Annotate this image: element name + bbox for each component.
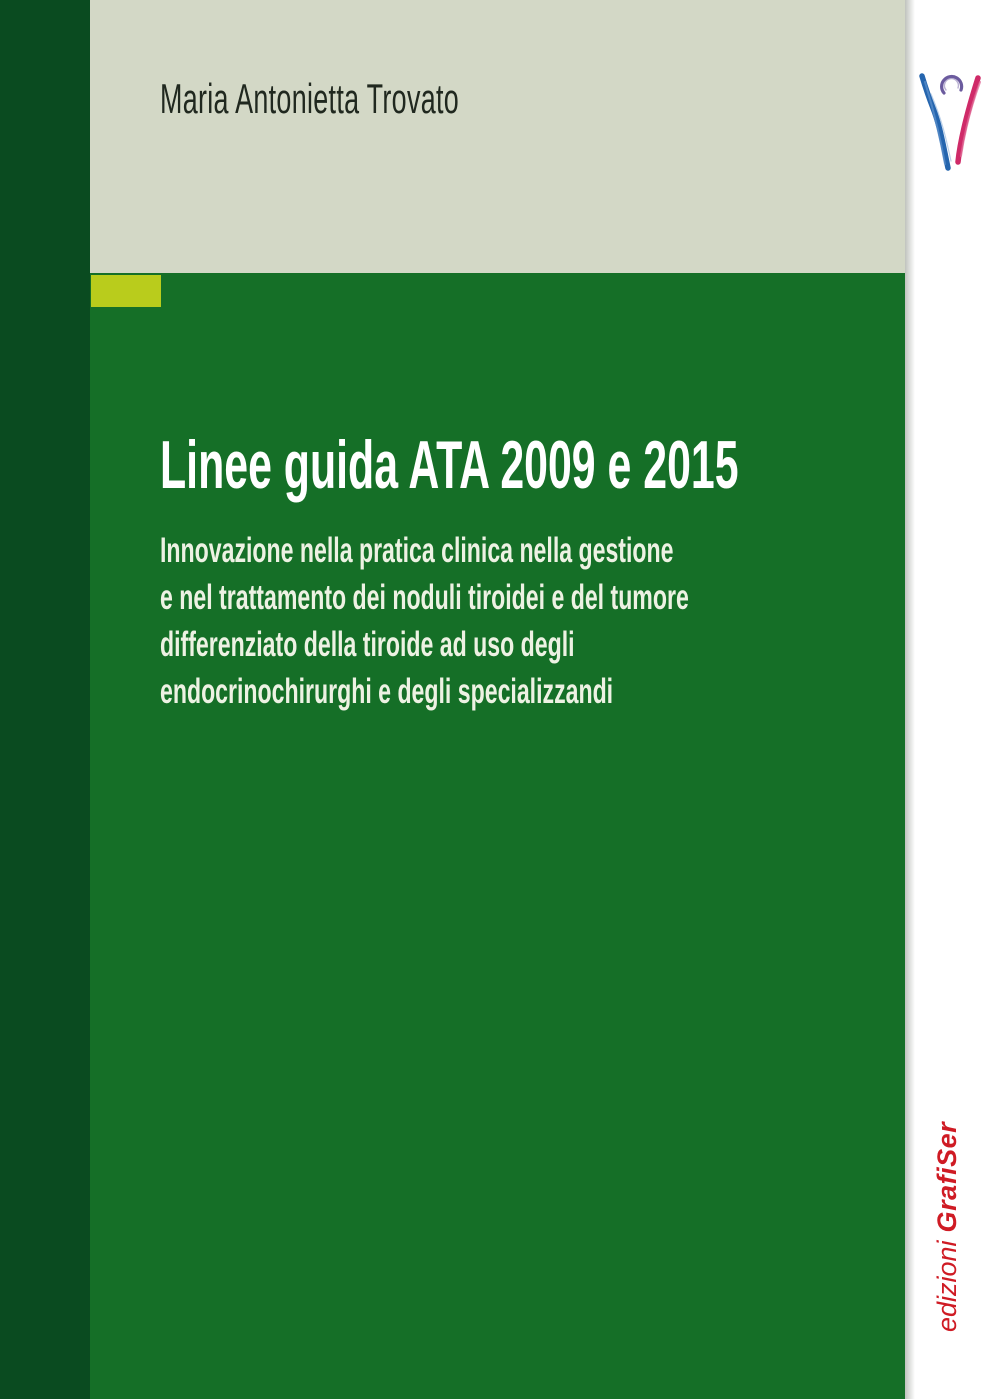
cover-main (90, 273, 905, 1399)
book-title: Linee guida ATA 2009 e 2015 (160, 427, 739, 503)
top-band (90, 0, 905, 273)
publisher-name (932, 1122, 963, 1332)
accent-rectangle (91, 275, 161, 307)
left-dark-strip (0, 0, 90, 1399)
publisher-wordmark: GrafiSer (932, 1121, 962, 1233)
subtitle-line: endocrinochirurghi e degli specializzandi (160, 672, 614, 711)
subtitle-line: Innovazione nella pratica clinica nella gestione (160, 531, 674, 570)
author-name: Maria Antonietta Trovato (160, 75, 460, 122)
subtitle-line: differenziato della tiroide ad uso degli (160, 625, 575, 664)
book-subtitle (160, 527, 689, 715)
subtitle-line: e nel trattamento dei noduli tiroidei e del tumore (160, 578, 689, 617)
publisher-strip (905, 0, 1000, 1399)
publisher-figure-logo-icon (916, 66, 988, 174)
publisher-prefix: edizioni (932, 1240, 962, 1332)
